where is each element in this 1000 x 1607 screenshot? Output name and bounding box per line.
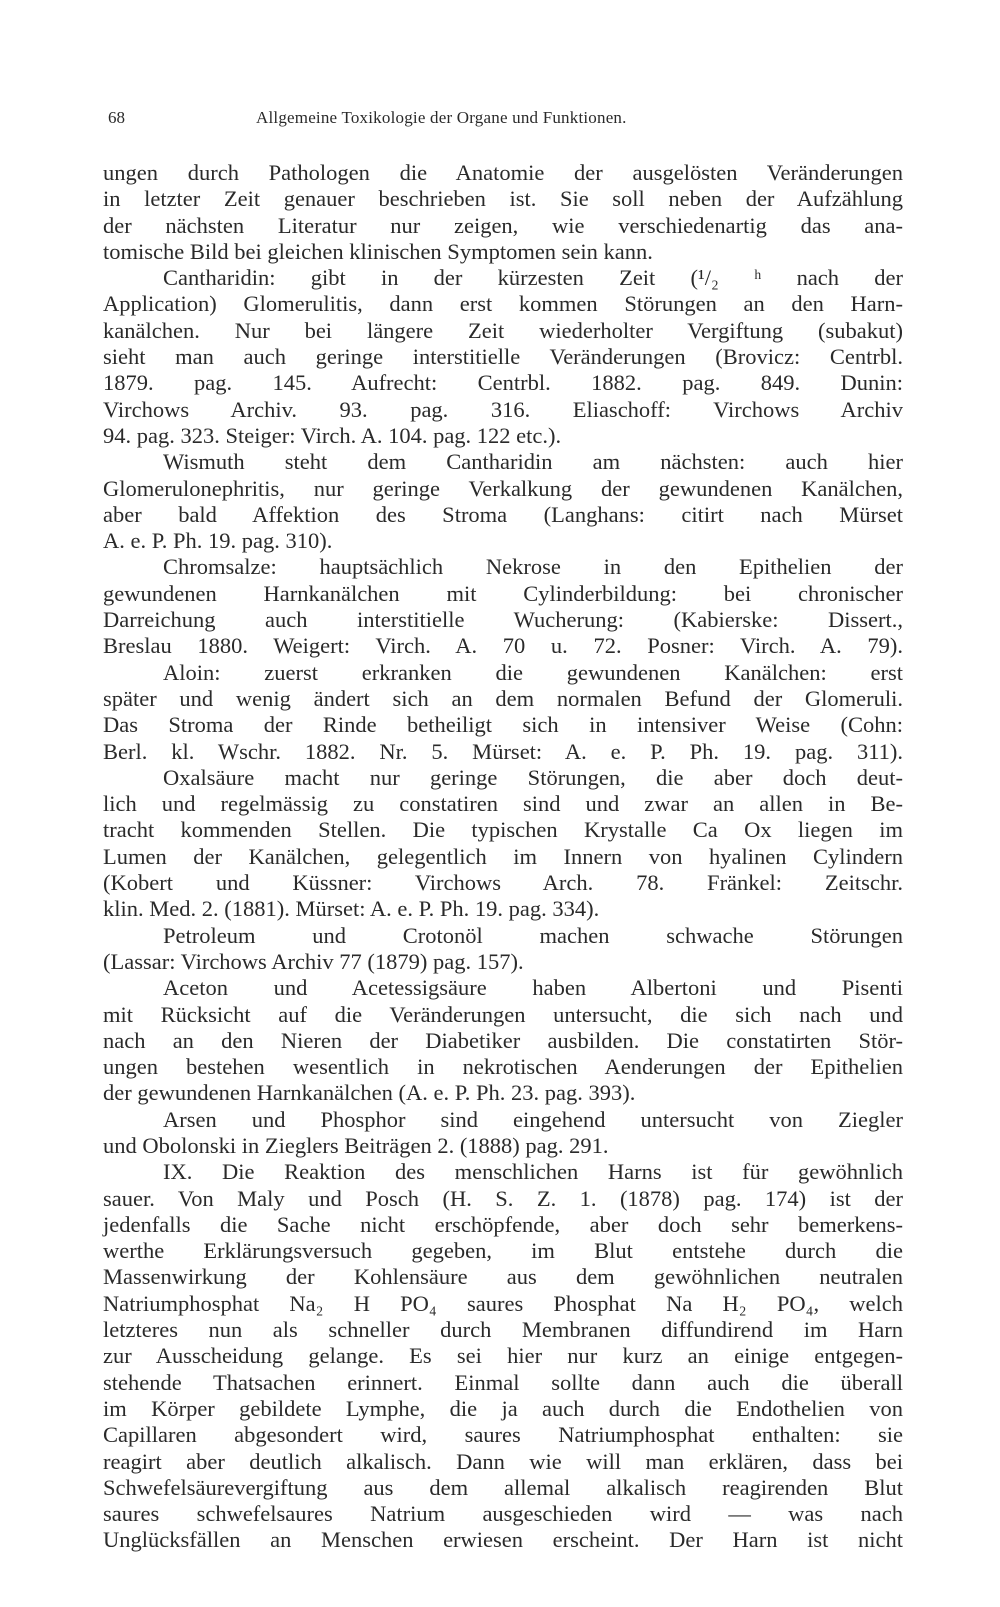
text-line: ungen durch Pathologen die Anatomie der ausgelösten Veränderungen [103, 160, 903, 185]
text-line: Application) Glomerulitis, dann erst kommen Störungen an den Harn- [103, 291, 903, 317]
body-text [103, 160, 903, 1554]
text-line: Das Stroma der Rinde betheiligt sich in intensiver Weise (Cohn: [103, 712, 903, 738]
text-line: Glomerulonephritis, nur geringe Verkalkung der gewundenen Kanälchen, [103, 475, 903, 501]
text-line: Petroleum und Crotonöl machen schwache Störungen [163, 922, 903, 948]
text-line: sieht man auch geringe interstitielle Veränderungen (Brovicz: Centrbl. [103, 344, 903, 370]
text-line: Darreichung auch interstitielle Wucherung: (Kabierske: Dissert., [103, 607, 903, 633]
text-line: Massenwirkung der Kohlensäure aus dem gewöhnlichen neutralen [103, 1264, 903, 1290]
text-line: A. e. P. Ph. 19. pag. 310). [103, 528, 333, 554]
text-line: der nächsten Literatur nur zeigen, wie verschiedenartig das ana- [103, 212, 903, 238]
text-line: Chromsalze: hauptsächlich Nekrose in den Epithelien der [163, 554, 903, 580]
text-line: Wismuth steht dem Cantharidin am nächsten: auch hier [163, 449, 903, 475]
running-title: Allgemeine Toxikologie der Organe und Funktionen. [256, 108, 627, 127]
text-line: und Obolonski in Zieglers Beiträgen 2. (1888) pag. 291. [103, 1132, 609, 1158]
text-line: lich und regelmässig zu constatiren sind und zwar an allen in Be- [103, 791, 903, 817]
text-line: Natriumphosphat Na₂ H PO₄ saures Phosphat Na H₂ PO₄, welch [103, 1290, 903, 1316]
text-line: Arsen und Phosphor sind eingehend untersucht von Ziegler [163, 1106, 903, 1132]
text-line: Oxalsäure macht nur geringe Störungen, die aber doch deut- [163, 764, 903, 790]
text-line: der gewundenen Harnkanälchen (A. e. P. Ph. 23. pag. 393). [103, 1080, 636, 1106]
text-line: Aceton und Acetessigsäure haben Albertoni und Pisenti [163, 975, 903, 1001]
text-line: Aloin: zuerst erkranken die gewundenen Kanälchen: erst [163, 659, 903, 685]
text-line: (Lassar: Virchows Archiv 77 (1879) pag. 157). [103, 948, 524, 974]
text-line: ungen bestehen wesentlich in nekrotischen Aenderungen der Epithelien [103, 1054, 903, 1080]
text-line: tracht kommenden Stellen. Die typischen Krystalle Ca Ox liegen im [103, 817, 903, 843]
text-line: Schwefelsäurevergiftung aus dem allemal alkalisch reagirenden Blut [103, 1474, 903, 1500]
text-line: reagirt aber deutlich alkalisch. Dann wie will man erklären, dass bei [103, 1448, 903, 1474]
text-line: (Kobert und Küssner: Virchows Arch. 78. Fränkel: Zeitschr. [103, 870, 903, 896]
text-line: mit Rücksicht auf die Veränderungen untersucht, die sich nach und [103, 1001, 903, 1027]
text-line: tomische Bild bei gleichen klinischen Symptomen sein kann. [103, 238, 653, 264]
page-number: 68 [108, 108, 125, 127]
text-line: in letzter Zeit genauer beschrieben ist. Sie soll neben der Aufzählung [103, 186, 903, 212]
page-header [108, 108, 908, 136]
text-line: 1879. pag. 145. Aufrecht: Centrbl. 1882. pag. 849. Dunin: [103, 370, 903, 396]
text-line: Cantharidin: gibt in der kürzesten Zeit (¹/₂ ʰ nach der [163, 265, 903, 291]
text-line: Virchows Archiv. 93. pag. 316. Eliaschoff: Virchows Archiv [103, 396, 903, 422]
text-line: Lumen der Kanälchen, gelegentlich im Innern von hyalinen Cylindern [103, 843, 903, 869]
text-line: im Körper gebildete Lymphe, die ja auch durch die Endothelien von [103, 1395, 903, 1421]
text-line: Breslau 1880. Weigert: Virch. A. 70 u. 72. Posner: Virch. A. 79). [103, 633, 903, 659]
text-line: später und wenig ändert sich an dem normalen Befund der Glomeruli. [103, 685, 903, 711]
text-line: IX. Die Reaktion des menschlichen Harns ist für gewöhnlich [163, 1159, 903, 1185]
text-line: Capillaren abgesondert wird, saures Natriumphosphat enthalten: sie [103, 1422, 903, 1448]
text-line: kanälchen. Nur bei längere Zeit wiederholter Vergiftung (subakut) [103, 317, 903, 343]
text-line: werthe Erklärungsversuch gegeben, im Blut entstehe durch die [103, 1238, 903, 1264]
text-line: saures schwefelsaures Natrium ausgeschieden wird — was nach [103, 1501, 903, 1527]
text-line: jedenfalls die Sache nicht erschöpfende, aber doch sehr bemerkens- [103, 1211, 903, 1237]
text-line: Unglücksfällen an Menschen erwiesen erscheint. Der Harn ist nicht [103, 1527, 903, 1553]
text-line: sauer. Von Maly und Posch (H. S. Z. 1. (1878) pag. 174) ist der [103, 1185, 903, 1211]
text-line: nach an den Nieren der Diabetiker ausbilden. Die constatirten Stör- [103, 1027, 903, 1053]
text-line: Berl. kl. Wschr. 1882. Nr. 5. Mürset: A. e. P. Ph. 19. pag. 311). [103, 738, 903, 764]
text-line: zur Ausscheidung gelange. Es sei hier nur kurz an einige entgegen- [103, 1343, 903, 1369]
text-line: 94. pag. 323. Steiger: Virch. A. 104. pag. 122 etc.). [103, 422, 562, 448]
text-line: gewundenen Harnkanälchen mit Cylinderbildung: bei chronischer [103, 580, 903, 606]
text-line: klin. Med. 2. (1881). Mürset: A. e. P. Ph. 19. pag. 334). [103, 896, 600, 922]
text-line: stehende Thatsachen erinnert. Einmal sollte dann auch die überall [103, 1369, 903, 1395]
text-line: aber bald Affektion des Stroma (Langhans: citirt nach Mürset [103, 501, 903, 527]
text-line: letzteres nun als schneller durch Membranen diffundirend im Harn [103, 1317, 903, 1343]
